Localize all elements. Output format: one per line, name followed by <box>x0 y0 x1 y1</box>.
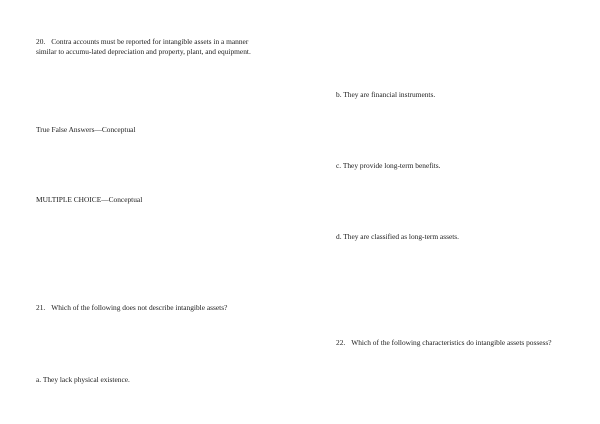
question-22-text: Which of the following characteristics do intangible assets possess? <box>351 338 552 347</box>
true-false-heading: True False Answers—Conceptual <box>36 125 136 134</box>
question-20 <box>36 37 268 56</box>
multiple-choice-heading: MULTIPLE CHOICE—Conceptual <box>36 195 143 204</box>
question-22-number: 22. <box>336 338 346 347</box>
question-21-option-a: a. They lack physical existence. <box>36 375 130 384</box>
question-21-text: Which of the following does not describe intangible assets? <box>51 303 228 312</box>
question-21-option-c: c. They provide long-term benefits. <box>336 161 441 170</box>
question-21-option-b: b. They are financial instruments. <box>336 90 436 99</box>
question-20-text: Contra accounts must be reported for intangible assets in a manner similar to accumu-lated depreciation and property, plant, and equipment. <box>36 37 251 56</box>
question-22 <box>336 338 566 348</box>
question-21-option-d: d. They are classified as long-term assets. <box>336 232 460 241</box>
question-20-number: 20. <box>36 37 46 46</box>
question-21 <box>36 303 276 313</box>
question-21-number: 21. <box>36 303 46 312</box>
